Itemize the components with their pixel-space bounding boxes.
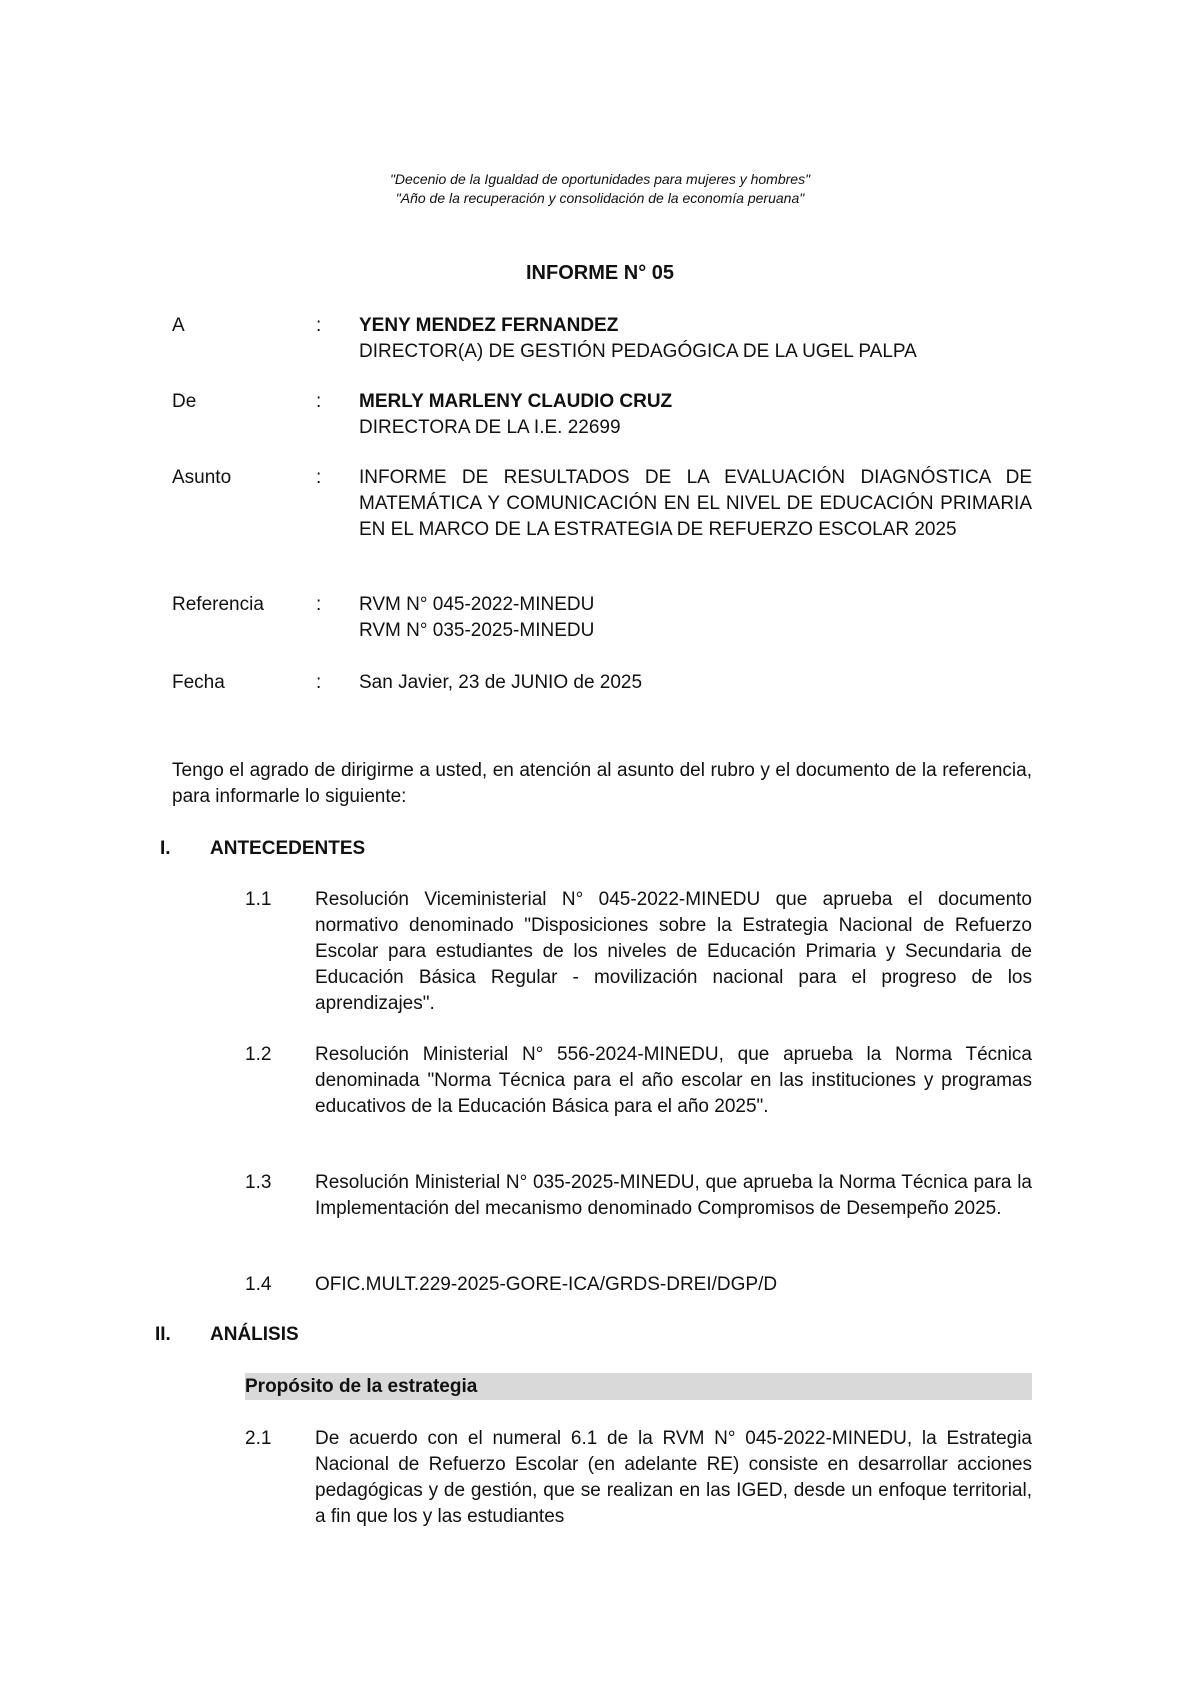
subheading-text: Propósito de la estrategia [245,1376,478,1397]
header-row-to [172,313,1032,389]
motto-line-1: "Decenio de la Igualdad de oportunidades para mujeres y hombres" [389,171,811,187]
sender-name: MERLY MARLENY CLAUDIO CRUZ [359,391,673,412]
list-item [245,1426,1032,1530]
item-number: 1.2 [245,1044,272,1065]
header-label-from: De [172,391,197,412]
header-label-date: Fecha [172,672,225,693]
subheading-bar [245,1373,1032,1400]
item-number: 1.4 [245,1274,272,1295]
motto-line-2: "Año de la recuperación y consolidación de la economía peruana" [395,190,805,206]
header-colon: : [316,467,322,488]
section-number: II. [155,1324,171,1345]
item-text: De acuerdo con el numeral 6.1 de la RVM N° 045-2022-MINEDU, la Estrategia Nacional de Refuerzo Escolar (en adelante RE) consiste en desarrollar acciones pedagógicas y de gestión, que se realizan en las IGED, desde un enfoque territorial, a fin que los y las estudiantes [315,1428,1032,1527]
document-title: INFORME N° 05 [525,262,675,284]
list-item [245,1170,1032,1222]
list-item [245,887,1032,1017]
item-text: Resolución Viceministerial N° 045-2022-MINEDU que aprueba el documento normativo denominado "Disposiciones sobre la Estrategia Nacional de Refuerzo Escolar para estudiantes de los niveles de Educación Primaria y Secundaria de Educación Básica Regular - movilización nacional para el progreso de los aprendizajes". [315,889,1032,1014]
header-label-reference: Referencia [172,594,264,615]
reference-line-2: RVM N° 035-2025-MINEDU [359,620,595,641]
header-row-subject [172,465,1032,592]
section-number: I. [160,838,171,859]
header-colon: : [316,315,322,336]
header-label-subject: Asunto [172,467,232,488]
list-item [245,1272,1032,1298]
recipient-name: YENY MENDEZ FERNANDEZ [359,315,619,336]
memo-header [172,313,1032,696]
item-text: OFIC.MULT.229-2025-GORE-ICA/GRDS-DREI/DGP/D [315,1274,778,1295]
header-row-date [172,670,1032,696]
intro-paragraph: Tengo el agrado de dirigirme a usted, en atención al asunto del rubro y el documento de la referencia, para informarle lo siguiente: [172,760,1032,807]
document-mottos [0,170,1200,208]
header-row-reference [172,592,1032,670]
date-text: San Javier, 23 de JUNIO de 2025 [359,672,643,693]
header-label-to: A [172,315,185,336]
header-colon: : [316,672,322,693]
item-text: Resolución Ministerial N° 556-2024-MINEDU, que aprueba la Norma Técnica denominada "Norma Técnica para el año escolar en las instituciones y programas educativos de la Educación Básica para el año 2025". [315,1044,1032,1117]
header-colon: : [316,594,322,615]
header-colon: : [316,391,322,412]
subject-text: INFORME DE RESULTADOS DE LA EVALUACIÓN DIAGNÓSTICA DE MATEMÁTICA Y COMUNICACIÓN EN EL NIVEL DE EDUCACIÓN PRIMARIA EN EL MARCO DE LA ESTRATEGIA DE REFUERZO ESCOLAR 2025 [359,467,1032,540]
sender-role: DIRECTORA DE LA I.E. 22699 [359,417,621,438]
item-text: Resolución Ministerial N° 035-2025-MINEDU, que aprueba la Norma Técnica para la Implementación del mecanismo denominado Compromisos de Desempeño 2025. [315,1172,1032,1219]
recipient-role: DIRECTOR(A) DE GESTIÓN PEDAGÓGICA DE LA UGEL PALPA [359,341,917,362]
reference-line-1: RVM N° 045-2022-MINEDU [359,594,595,615]
section-title: ANÁLISIS [210,1324,299,1345]
header-row-from [172,389,1032,465]
section-title: ANTECEDENTES [210,838,366,859]
item-number: 1.1 [245,889,272,910]
item-number: 2.1 [245,1428,272,1449]
item-number: 1.3 [245,1172,272,1193]
list-item [245,1042,1032,1120]
